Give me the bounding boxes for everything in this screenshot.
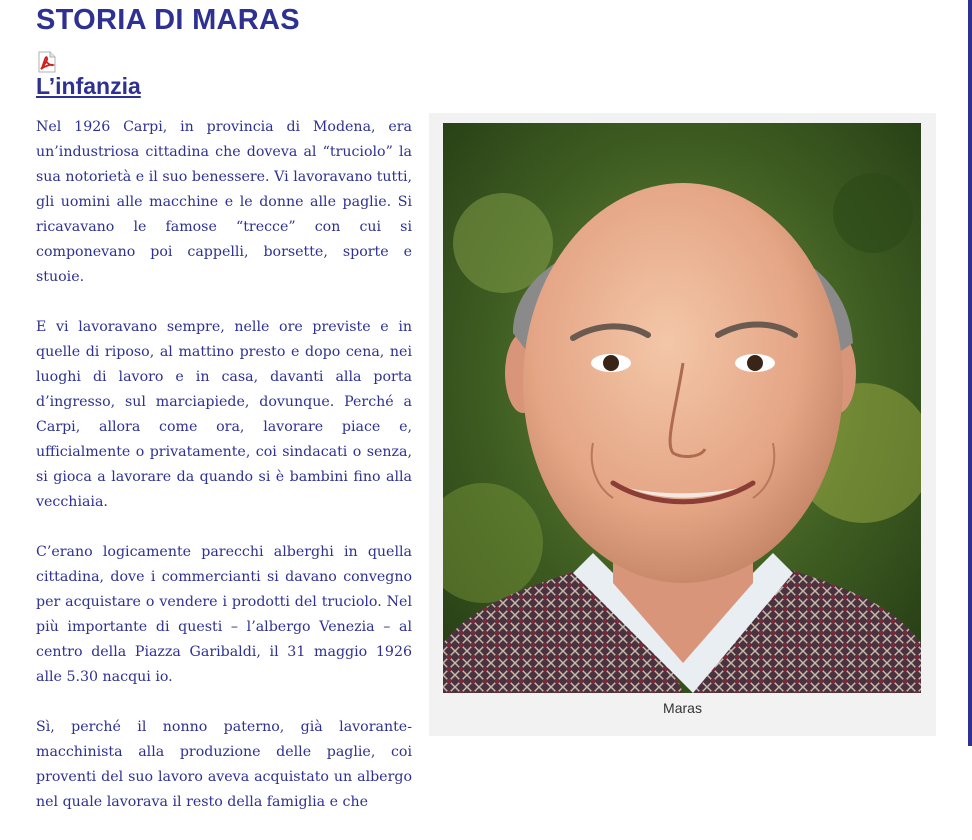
section-title[interactable]: L’infanzia — [36, 73, 141, 99]
portrait-caption: Maras — [663, 700, 702, 716]
paragraph: Sì, perché il nonno paterno, già lavorante-macchinista alla produzione delle paglie, coi proventi del suo lavoro aveva acquistato un albergo nel quale lavorava il resto della famiglia e che — [36, 719, 412, 810]
pdf-icon[interactable] — [37, 51, 57, 73]
portrait-figure — [429, 113, 936, 736]
portrait-photo — [443, 123, 921, 693]
paragraph: E vi lavoravano sempre, nelle ore previste e in quelle di riposo, al mattino presto e dopo cena, nei luoghi di lavoro e in casa, davanti alla porta d’ingresso, sul marciapiede, dovunque. Perché a Carpi, allora come ora, lavorare piace e, ufficialmente o privatamente, coi sindacati o senza, si gioca a lavorare da quando si è bambini fino alla vecchiaia. — [36, 319, 412, 510]
page-title: STORIA DI MARAS — [36, 4, 300, 36]
article-body — [36, 115, 412, 840]
paragraph: C’erano logicamente parecchi alberghi in quella cittadina, dove i commercianti si davano convegno per acquistare o vendere i prodotti del truciolo. Nel più importante di questi – l’albergo Venezia – al centro della Piazza Garibaldi, il 31 maggio 1926 alle 5.30 nacqui io. — [36, 544, 412, 685]
paragraph: Nel 1926 Carpi, in provincia di Modena, era un’industriosa cittadina che doveva al “truciolo” la sua notorietà e il suo benessere. Vi lavoravano tutti, gli uomini alle macchine e le donne alle paglie. Si ricavavano le famose “trecce” con cui si componevano poi cappelli, borsette, sporte e stuoie. — [36, 119, 412, 285]
